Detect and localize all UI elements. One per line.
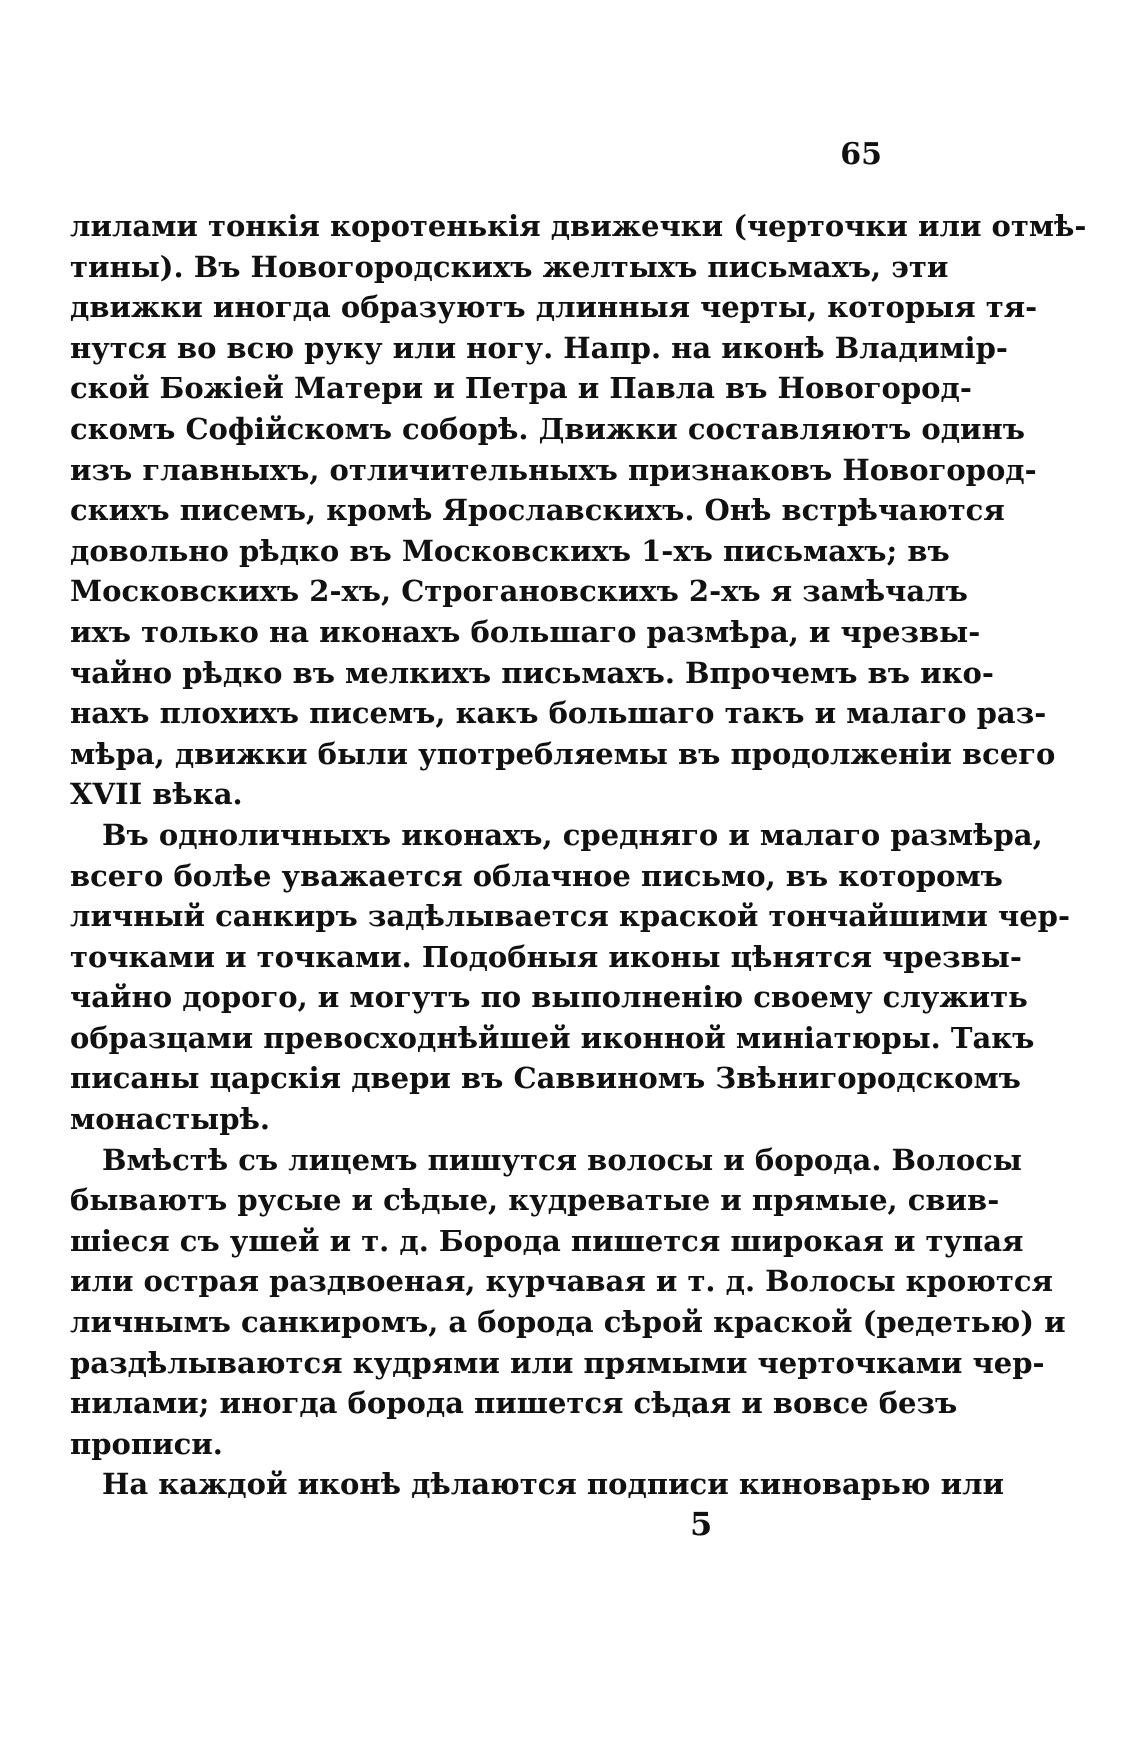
text-line: нахъ плохихъ писемъ, какъ большаго такъ и малаго раз-	[70, 696, 1047, 731]
text-line: скихъ писемъ, кромѣ Ярославскихъ. Онѣ встрѣчаются	[70, 493, 1005, 528]
text-line: точками и точками. Подобныя иконы цѣнятся чрезвы-	[70, 939, 1022, 974]
text-line: XVII вѣка.	[70, 777, 243, 812]
text-line: или острая раздвоеная, курчавая и т. д. Волосы кроются	[70, 1264, 1053, 1299]
page-number: 65	[840, 137, 882, 172]
text-line: личнымъ санкиромъ, а борода сѣрой краской (редетью) и	[70, 1305, 1066, 1340]
text-line: личный санкиръ задѣлывается краской тончайшими чер-	[70, 899, 1070, 934]
text-line: тины). Въ Новогородскихъ желтыхъ письмахъ, эти	[70, 249, 949, 284]
paragraph-2	[70, 815, 1070, 1140]
text-line: всего болѣе уважается облачное письмо, въ которомъ	[70, 858, 1003, 893]
paragraph-3	[70, 1140, 1066, 1465]
text-line: нилами; иногда борода пишется сѣдая и вовсе безъ	[70, 1386, 958, 1421]
text-line: образцами превосходнѣйшей иконной миніатюры. Такъ	[70, 1020, 1035, 1055]
text-line: лилами тонкія коротенькія движечки (черточки или отмѣ-	[70, 209, 1087, 243]
text-line: ихъ только на иконахъ большаго размѣра, и чрезвы-	[70, 614, 981, 649]
paragraph-4	[70, 1464, 1005, 1505]
text-line: На каждой иконѣ дѣлаются подписи киноварью или	[102, 1467, 1005, 1502]
signature-mark: 5	[690, 1505, 713, 1543]
text-line: чайно рѣдко въ мелкихъ письмахъ. Впрочемъ въ ико-	[70, 655, 994, 690]
text-line: бываютъ русые и сѣдые, кудреватые и прямые, свив-	[70, 1183, 1000, 1218]
text-line: скомъ Софійскомъ соборѣ. Движки составляютъ одинъ	[70, 411, 1026, 446]
body-text	[70, 206, 1087, 1505]
text-line: раздѣлываются кудрями или прямыми черточками чер-	[70, 1345, 1045, 1380]
text-line: Вмѣстѣ съ лицемъ пишутся волосы и борода. Волосы	[102, 1142, 1022, 1177]
text-line: довольно рѣдко въ Московскихъ 1-хъ письмахъ; въ	[70, 533, 950, 568]
text-line: Московскихъ 2-хъ, Строгановскихъ 2-хъ я замѣчалъ	[70, 574, 968, 609]
text-line: изъ главныхъ, отличительныхъ признаковъ Новогород-	[70, 452, 1037, 487]
text-line: прописи.	[70, 1426, 223, 1461]
paragraph-1	[70, 206, 1087, 815]
text-line: Въ одноличныхъ иконахъ, средняго и малаго размѣра,	[102, 817, 1043, 852]
text-line: движки иногда образуютъ длинныя черты, которыя тя-	[70, 290, 1038, 325]
text-line: шіеся съ ушей и т. д. Борода пишется широкая и тупая	[70, 1223, 1024, 1258]
text-line: мѣра, движки были употребляемы въ продолженіи всего	[70, 736, 1056, 771]
text-line: нутся во всю руку или ногу. Напр. на иконѣ Владимір-	[70, 330, 1008, 365]
text-line: ской Божіей Матери и Петра и Павла въ Новогород-	[70, 371, 972, 406]
text-line: писаны царскія двери въ Саввиномъ Звѣнигородскомъ	[70, 1061, 1021, 1096]
text-line: чайно дорого, и могутъ по выполненію своему служить	[70, 980, 1028, 1015]
text-line: монастырѣ.	[70, 1102, 271, 1137]
